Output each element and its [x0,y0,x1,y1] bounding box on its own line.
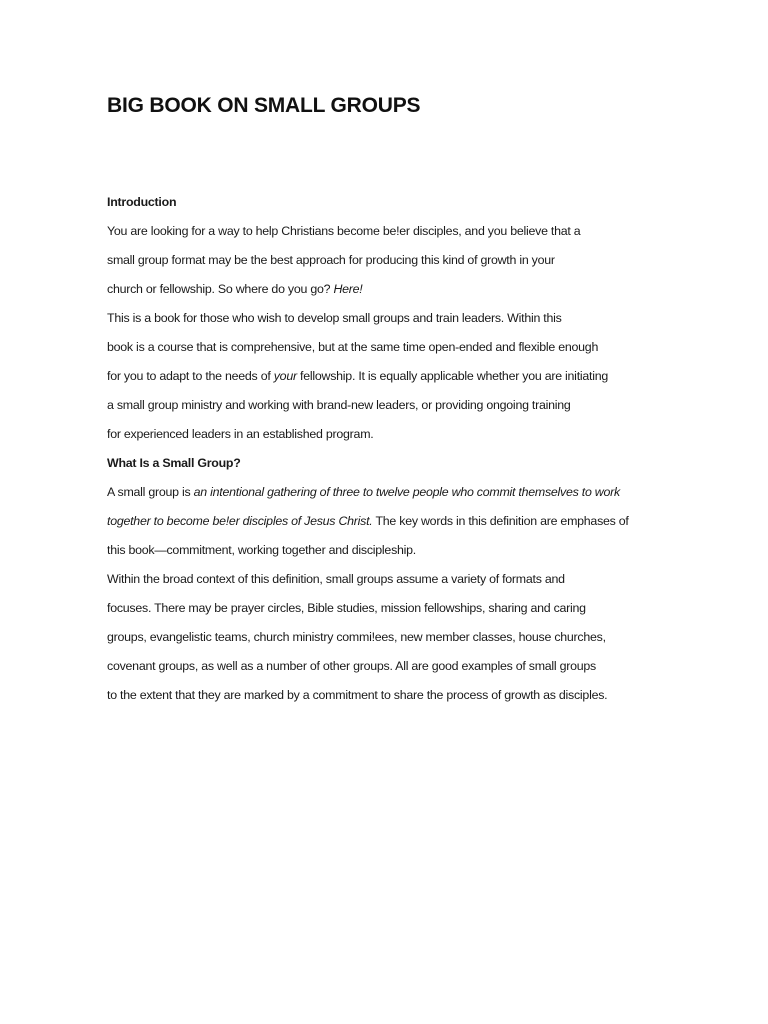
document-body [107,188,707,710]
paragraph-line [107,507,707,536]
page-title: BIG BOOK ON SMALL GROUPS [107,94,421,117]
paragraph-line [107,217,707,246]
text-segment: What Is a Small Group? [107,456,241,470]
text-segment: You are looking for a way to help Christians become be!er disciples, and you believe that a [107,224,581,238]
paragraph-line [107,681,707,710]
emphasis-text: your [273,369,297,383]
paragraph-line [107,536,707,565]
section-heading [107,449,707,478]
paragraph-line [107,304,707,333]
text-segment: for experienced leaders in an established program. [107,427,374,441]
text-segment: book is a course that is comprehensive, but at the same time open-ended and flexible enough [107,340,599,354]
paragraph-line [107,623,707,652]
text-segment: covenant groups, as well as a number of other groups. All are good examples of small groups [107,659,596,673]
paragraph-line [107,420,707,449]
text-segment: groups, evangelistic teams, church ministry commi!ees, new member classes, house churches, [107,630,606,644]
text-segment: a small group ministry and working with brand-new leaders, or providing ongoing training [107,398,571,412]
text-segment: A small group is [107,485,194,499]
paragraph-line [107,391,707,420]
text-segment: church or fellowship. So where do you go? [107,282,334,296]
section-heading [107,188,707,217]
emphasis-text: an intentional gathering of three to twelve people who commit themselves to work [193,485,620,499]
text-segment: Introduction [107,195,177,209]
text-segment: This is a book for those who wish to develop small groups and train leaders. Within this [107,311,562,325]
text-segment: focuses. There may be prayer circles, Bible studies, mission fellowships, sharing and caring [107,601,586,615]
paragraph-line [107,652,707,681]
paragraph-line [107,275,707,304]
text-segment: fellowship. It is equally applicable whether you are initiating [296,369,609,383]
paragraph-line [107,362,707,391]
emphasis-text: Here! [333,282,363,296]
paragraph-line [107,565,707,594]
paragraph-line [107,478,707,507]
text-segment: Within the broad context of this definition, small groups assume a variety of formats and [107,572,565,586]
paragraph-line [107,246,707,275]
paragraph-line [107,594,707,623]
text-segment: The key words in this definition are emphases of [372,514,629,528]
emphasis-text: together to become be!er disciples of Jesus Christ. [107,514,373,528]
text-segment: small group format may be the best approach for producing this kind of growth in your [107,253,555,267]
paragraph-line [107,333,707,362]
text-segment: for you to adapt to the needs of [107,369,274,383]
text-segment: to the extent that they are marked by a commitment to share the process of growth as disciples. [107,688,608,702]
text-segment: this book—commitment, working together and discipleship. [107,543,416,557]
